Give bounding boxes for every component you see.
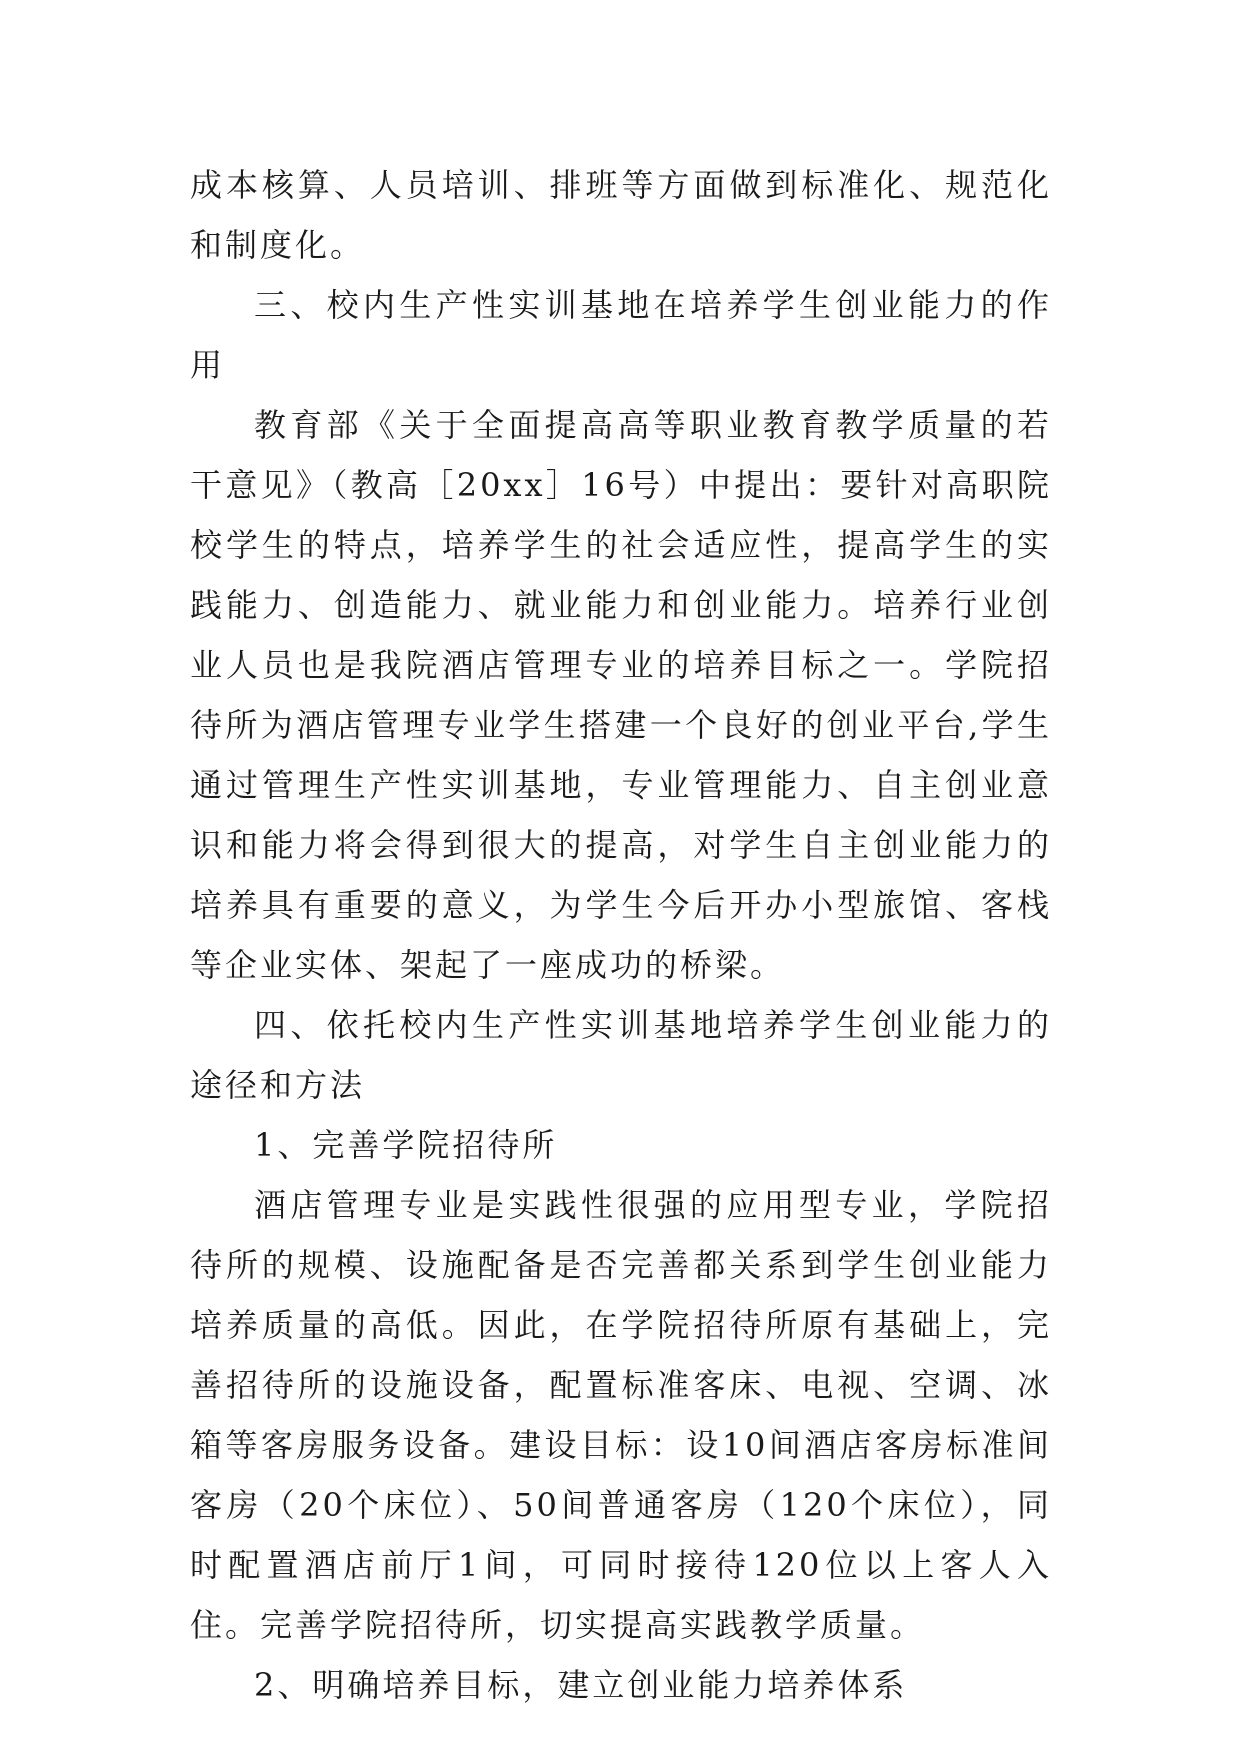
paragraph-guesthouse: 酒店管理专业是实践性很强的应用型专业，学院招待所的规模、设施配备是否完善都关系到学生创业能力培养质量的高低。因此，在学院招待所原有基础上，完善招待所的设施设备，配置标准客床、电视、空调、冰箱等客房服务设备。建设目标：设10间酒店客房标准间客房（20个床位）、50间普通客房（120个床位），同时配置酒店前厅1间，可同时接待120位以上客人入住。完善学院招待所，切实提高实践教学质量。 <box>190 1186 1052 1644</box>
document-body <box>190 155 1052 1715</box>
paragraph-continuation: 成本核算、人员培训、排班等方面做到标准化、规范化和制度化。 <box>190 166 1052 264</box>
subheading-1: 1、完善学院招待所 <box>254 1126 558 1164</box>
section-heading-3: 三、校内生产性实训基地在培养学生创业能力的作用 <box>190 286 1052 384</box>
subheading-2: 2、明确培养目标，建立创业能力培养体系 <box>254 1666 908 1704</box>
section-heading-4: 四、依托校内生产性实训基地培养学生创业能力的途径和方法 <box>190 1006 1052 1104</box>
paragraph-ministry-opinion: 教育部《关于全面提高高等职业教育教学质量的若干意见》（教高［20xx］16号）中提出：要针对高职院校学生的特点，培养学生的社会适应性，提高学生的实践能力、创造能力、就业能力和创业能力。培养行业创业人员也是我院酒店管理专业的培养目标之一。学院招待所为酒店管理专业学生搭建一个良好的创业平台,学生通过管理生产性实训基地，专业管理能力、自主创业意识和能力将会得到很大的提高，对学生自主创业能力的培养具有重要的意义，为学生今后开办小型旅馆、客栈等企业实体、架起了一座成功的桥梁。 <box>190 406 1052 984</box>
